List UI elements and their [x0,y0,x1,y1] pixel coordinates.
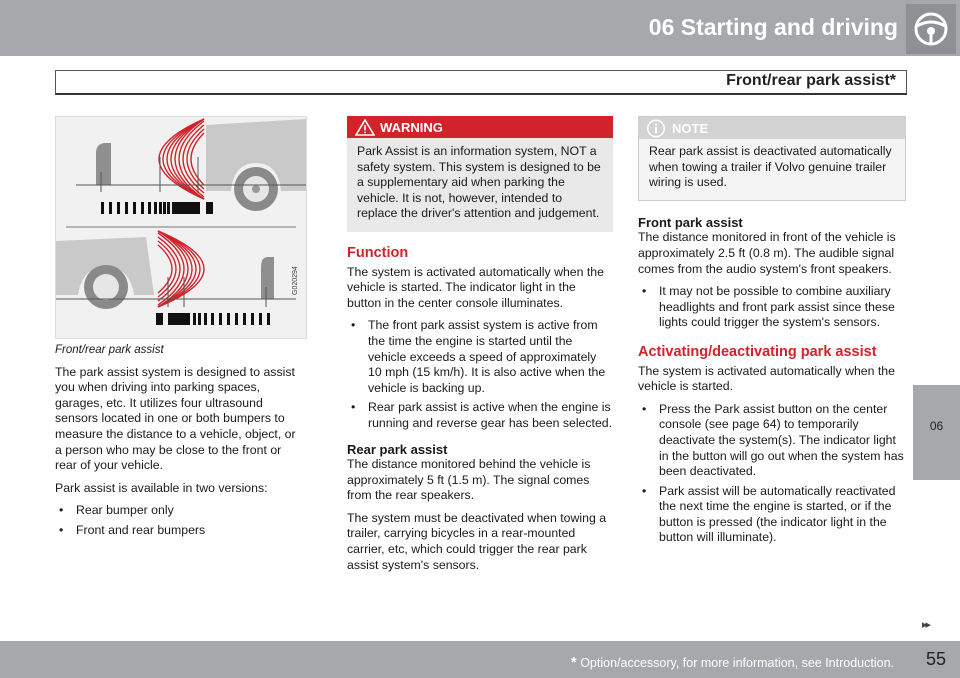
list-item: • It may not be possible to combine auxiliary headlights and front park assist since these lights could trigger the system's sensors. [642,284,895,330]
column-middle [347,116,613,580]
note-header [639,117,905,139]
function-intro: The system is activated automatically when the vehicle is started. The indicator light in the button in the center console illuminates. [347,264,604,310]
warning-label: WARNING [380,120,443,135]
rear-park-assist-heading: Rear park assist [347,441,448,457]
front-park-assist-heading: Front park assist [638,214,743,230]
function-heading: Function [347,244,409,261]
list-item: • Rear bumper only [59,503,174,518]
chapter-header-bar [0,0,960,56]
figure-caption: Front/rear park assist [55,344,164,356]
list-item: • The front park assist system is active from the time the engine is started until the vehicle exceeds a speed of approximately 10 mph (15 km/h). It is also active when the vehicle is backing up. [351,318,606,395]
warning-text: Park Assist is an information system, NOT a safety system. This system is designed to be a supplementary aid when parking the vehicle. It is not, however, intended to replace the driver's attention and judgement. [357,144,601,221]
chapter-side-tab [913,385,960,480]
front-list [638,284,906,331]
section-title-bar [55,70,907,95]
figure-code: G020294 [292,266,299,295]
park-assist-illustration [55,116,307,339]
footnote: * Option/accessory, for more information, see Introduction. [570,654,894,671]
rear-text-2: The system must be deactivated when towing a trailer, carrying bicycles in a rear-mounted carrier, etc, which could trigger the rear park assist system's sensors. [347,510,607,572]
activate-intro: The system is activated automatically when the vehicle is started. [638,363,895,394]
list-item: • Park assist will be automatically reactivated the next time the engine is started, or if the button is pressed (the indicator light in the button will illuminate). [642,483,896,545]
info-icon [646,119,666,138]
column-left [55,116,305,546]
intro-paragraph: The park assist system is designed to assist you when driving into parking spaces, garages, etc. It utilizes four ultrasound sensors located in one or both bumpers to measure the distance to a vehicle, object, or a person who may be close to the front or rear of your vehicle. [55,364,296,473]
page-footer [0,641,960,678]
function-list [347,318,613,431]
warning-header [347,116,613,138]
page-number: 55 [925,649,946,669]
steering-wheel-icon [906,4,956,54]
note-box [638,116,906,201]
front-text: The distance monitored in front of the vehicle is approximately 2.5 ft (0.8 m). The audible signal comes from the audio system's front speakers. [638,230,896,276]
continued-arrow-icon: ▸▸ [922,619,930,631]
versions-intro: Park assist is available in two versions: [55,480,268,495]
note-label: NOTE [672,121,709,136]
activate-heading: Activating/deactivating park assist [638,343,877,360]
list-item: • Front and rear bumpers [59,522,206,537]
warning-box [347,116,613,232]
footnote-text: Option/accessory, for more information, see Introduction. [580,656,894,670]
section-title: Front/rear park assist* [726,72,896,89]
activate-list [638,402,906,546]
side-tab-label: 06 [929,419,944,433]
list-item: • Rear park assist is active when the engine is running and reverse gear has been selected. [351,400,613,430]
list-item: • Press the Park assist button on the center console (see page 64) to temporarily deactivate the system(s). The indicator light in the button will go out when the system has been deactivated. [642,401,904,479]
note-text: Rear park assist is deactivated automatically when towing a trailer if Volvo genuine trailer wiring is used. [649,144,892,190]
chapter-title: 06 Starting and driving [648,14,898,40]
column-right [638,116,906,553]
rear-text-1: The distance monitored behind the vehicle is approximately 5 ft (1.5 m). The signal comes from the rear speakers. [347,457,591,503]
versions-list [55,503,305,538]
warning-triangle-icon [355,119,375,136]
